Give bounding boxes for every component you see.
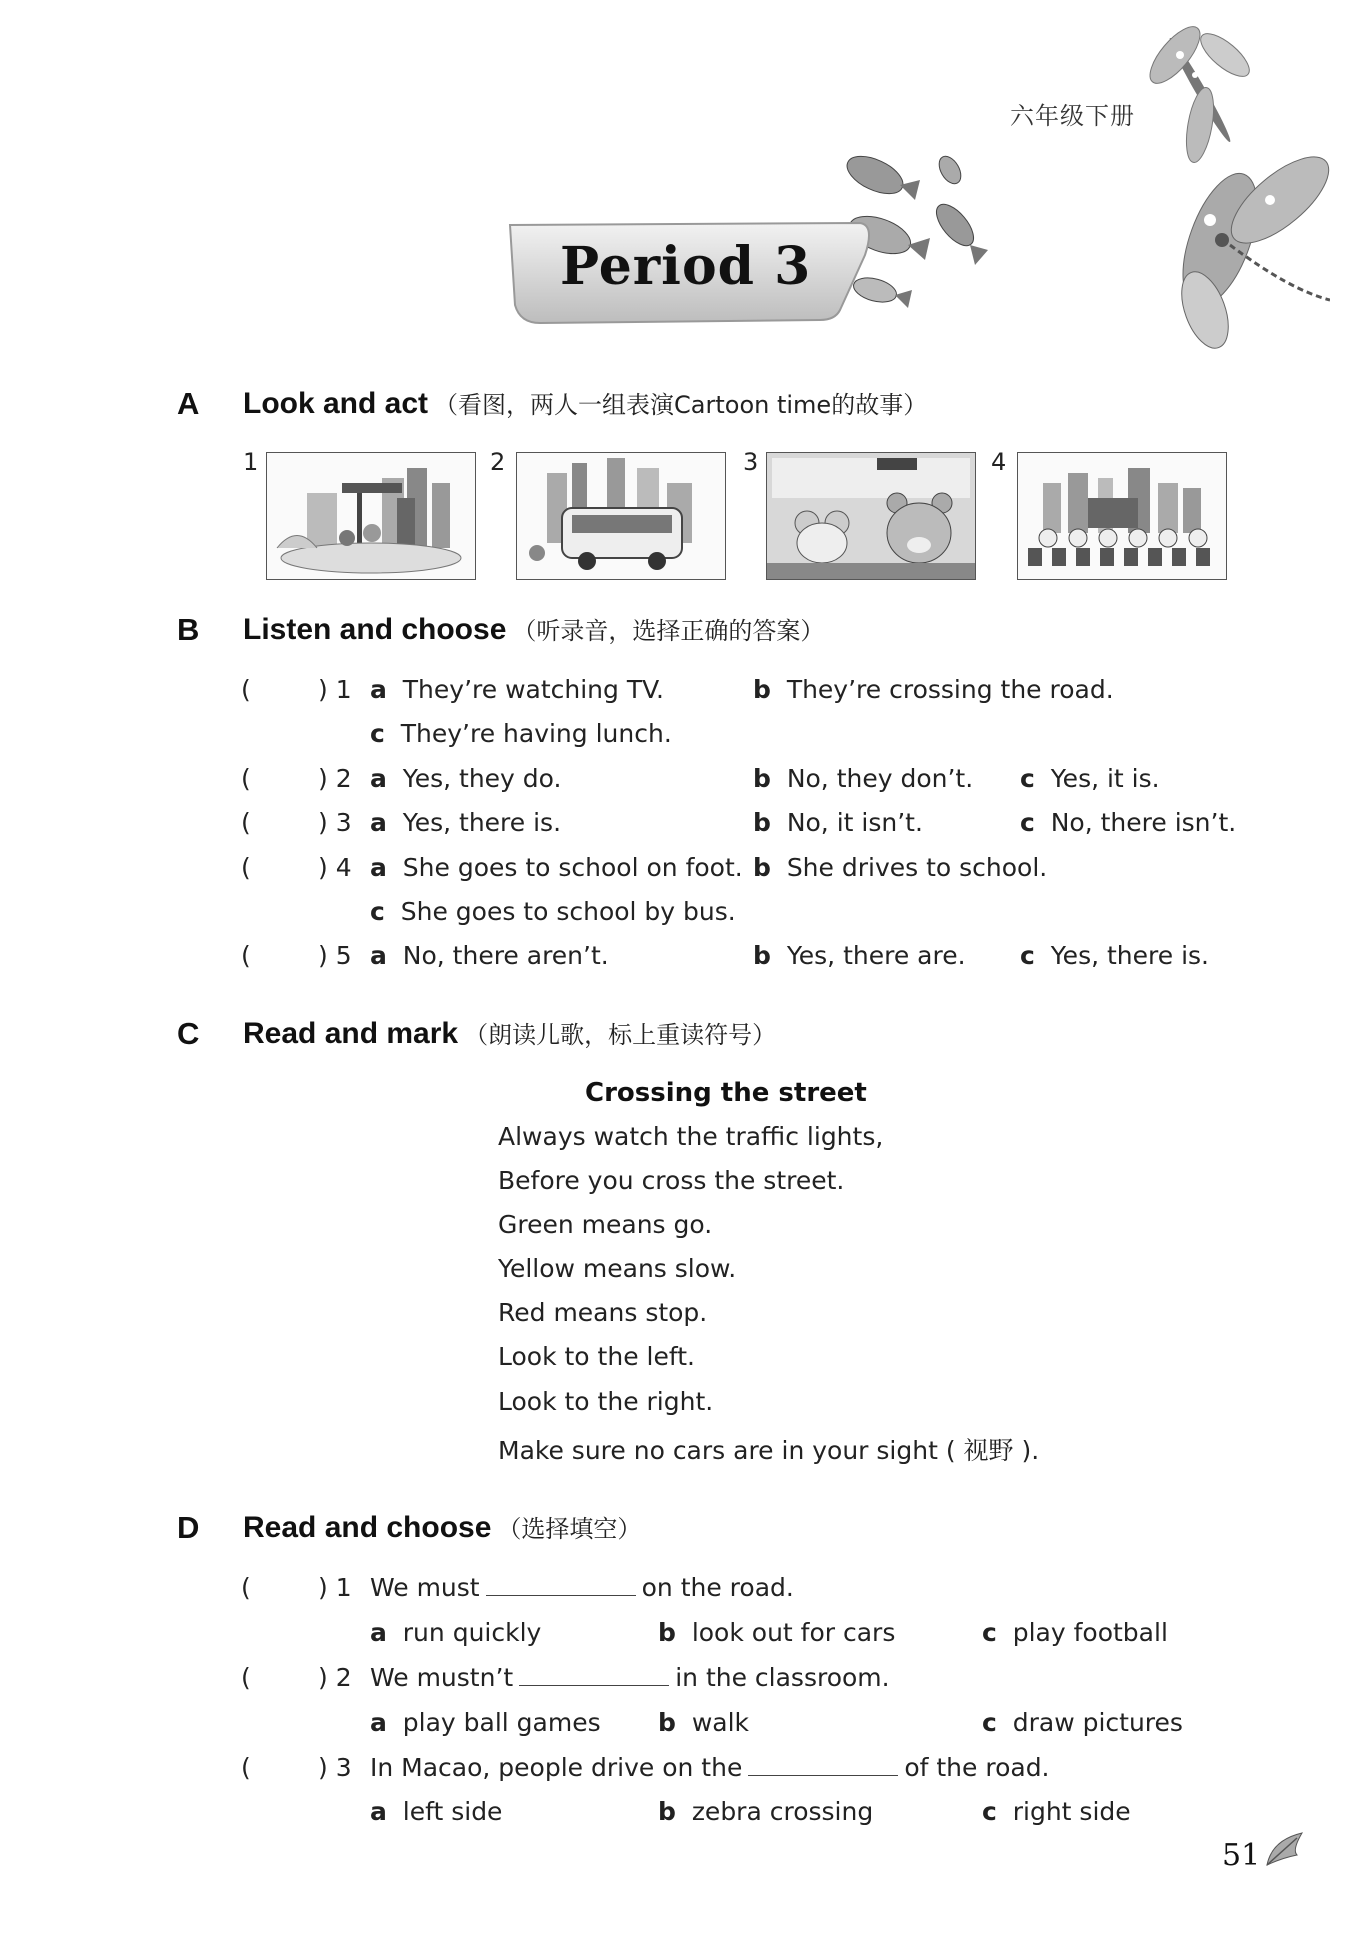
section-d-title: Read and choose [243,1511,492,1544]
option-b[interactable]: b No, they don’t. [753,764,974,793]
poem-line: Green means go. [498,1210,713,1239]
question-paren: ( [241,808,251,837]
option-b[interactable]: b Yes, there are. [753,941,966,970]
section-c-note: （朗读儿歌，标上重读符号） [464,1021,777,1049]
option-c[interactable]: c right side [982,1797,1131,1826]
leaf-icon [1262,1830,1307,1870]
question-stem: We must on the road. [370,1573,794,1602]
question-number: ) 5 [318,941,352,970]
option-c[interactable]: c Yes, it is. [1020,764,1160,793]
poem-line: Before you cross the street. [498,1166,845,1195]
picture-1 [266,452,476,580]
bus-in-city-illustration-icon [517,453,725,579]
option-b[interactable]: b They’re crossing the road. [753,675,1114,704]
option-a[interactable]: a run quickly [370,1618,542,1647]
section-d-letter: D [177,1510,200,1545]
question-number: ) 3 [318,1753,352,1782]
poem-line: Yellow means slow. [498,1254,737,1283]
grade-label: 六年级下册 [1010,102,1135,130]
option-c[interactable]: c Yes, there is. [1020,941,1209,970]
option-c[interactable]: c They’re having lunch. [370,719,672,748]
picture-3 [766,452,976,580]
page-number: 51 [1222,1838,1261,1873]
option-b[interactable]: b look out for cars [658,1618,896,1647]
question-number: ) 2 [318,1663,352,1692]
picture-4 [1017,452,1227,580]
poem-title: Crossing the street [585,1078,867,1108]
question-paren: ( [241,1573,251,1602]
section-b-title: Listen and choose [243,613,507,646]
option-c[interactable]: c She goes to school by bus. [370,897,736,926]
picture-number: 4 [991,448,1007,476]
section-a-letter: A [177,386,200,421]
question-stem: In Macao, people drive on the of the road. [370,1753,1050,1782]
question-number: ) 2 [318,764,352,793]
option-a[interactable]: a play ball games [370,1708,601,1737]
section-c-title: Read and mark [243,1017,459,1050]
option-b[interactable]: b walk [658,1708,750,1737]
answer-blank[interactable] [486,1573,636,1596]
dragonfly-icon [1140,15,1260,165]
picture-2 [516,452,726,580]
section-a-note: （看图，两人一组表演Cartoon time的故事） [434,391,928,419]
option-b[interactable]: b She drives to school. [753,853,1048,882]
question-number: ) 1 [318,1573,352,1602]
question-paren: ( [241,1663,251,1692]
bus-stop-illustration-icon [267,453,475,579]
section-a-title: Look and act [243,387,429,420]
option-c[interactable]: c No, there isn’t. [1020,808,1237,837]
dragonfly-icon [1150,150,1330,350]
poem-line: Look to the right. [498,1387,714,1416]
section-b-note: （听录音，选择正确的答案） [512,617,825,645]
section-c-letter: C [177,1016,200,1051]
section-a-heading [243,385,927,421]
option-c[interactable]: c draw pictures [982,1708,1183,1737]
picture-number: 3 [743,448,759,476]
option-c[interactable]: c play football [982,1618,1168,1647]
option-a[interactable]: a No, there aren’t. [370,941,609,970]
answer-blank[interactable] [748,1753,898,1776]
page-title: Period 3 [560,236,812,297]
question-number: ) 3 [318,808,352,837]
option-a[interactable]: a Yes, there is. [370,808,562,837]
answer-blank[interactable] [519,1663,669,1686]
question-number: ) 4 [318,853,352,882]
question-number: ) 1 [318,675,352,704]
question-paren: ( [241,941,251,970]
option-a[interactable]: a They’re watching TV. [370,675,664,704]
poem-line: Red means stop. [498,1298,708,1327]
poem-line: Look to the left. [498,1342,695,1371]
question-paren: ( [241,764,251,793]
option-a[interactable]: a left side [370,1797,503,1826]
section-b-heading [243,611,824,647]
animals-crossing-street-illustration-icon [1018,453,1226,579]
bear-and-mouse-in-bus-illustration-icon [767,453,975,579]
section-d-heading [243,1509,641,1545]
option-a[interactable]: a She goes to school on foot. [370,853,743,882]
question-paren: ( [241,675,251,704]
option-b[interactable]: b zebra crossing [658,1797,874,1826]
question-paren: ( [241,853,251,882]
option-b[interactable]: b No, it isn’t. [753,808,923,837]
section-b-letter: B [177,612,200,647]
picture-number: 1 [243,448,259,476]
picture-number: 2 [490,448,506,476]
section-d-note: （选择填空） [497,1515,642,1543]
option-a[interactable]: a Yes, they do. [370,764,562,793]
poem-line: Make sure no cars are in your sight ( 视野 ). [498,1436,1040,1465]
question-stem: We mustn’t in the classroom. [370,1663,890,1692]
section-c-heading [243,1015,776,1051]
poem-line: Always watch the traffic lights, [498,1122,884,1151]
question-paren: ( [241,1753,251,1782]
